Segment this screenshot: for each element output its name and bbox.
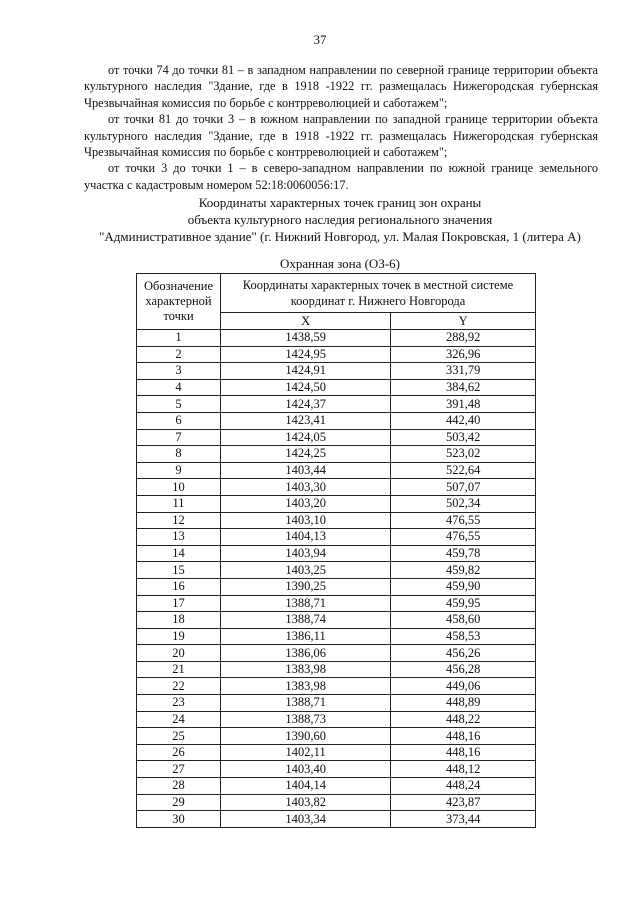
cell-point: 21	[137, 661, 221, 678]
coordinates-table-body	[137, 330, 536, 828]
cell-x: 1403,82	[221, 794, 391, 811]
header-x: X	[221, 313, 391, 330]
cell-x: 1403,20	[221, 495, 391, 512]
table-row	[137, 379, 536, 396]
cell-point: 12	[137, 512, 221, 529]
cell-x: 1424,50	[221, 379, 391, 396]
cell-x: 1390,60	[221, 728, 391, 745]
table-row	[137, 661, 536, 678]
cell-y: 459,95	[391, 595, 536, 612]
table-row	[137, 678, 536, 695]
cell-y: 448,16	[391, 728, 536, 745]
table-row	[137, 495, 536, 512]
cell-y: 423,87	[391, 794, 536, 811]
cell-x: 1383,98	[221, 678, 391, 695]
cell-point: 3	[137, 363, 221, 380]
cell-x: 1404,13	[221, 529, 391, 546]
cell-y: 507,07	[391, 479, 536, 496]
cell-y: 448,24	[391, 778, 536, 795]
cell-point: 24	[137, 711, 221, 728]
header-coordinates: Координаты характерных точек в местной системе координат г. Нижнего Новгорода	[221, 274, 536, 313]
cell-point: 27	[137, 761, 221, 778]
table-row	[137, 562, 536, 579]
paragraph-3-1: от точки 3 до точки 1 – в северо-западном направлении по южной границе земельного участка с кадастровым номером 52:18:0060056:17.	[84, 161, 598, 192]
cell-y: 502,34	[391, 495, 536, 512]
cell-y: 503,42	[391, 429, 536, 446]
cell-y: 288,92	[391, 330, 536, 347]
cell-y: 522,64	[391, 462, 536, 479]
cell-point: 26	[137, 744, 221, 761]
cell-x: 1424,05	[221, 429, 391, 446]
section-title	[60, 194, 620, 245]
cell-x: 1424,91	[221, 363, 391, 380]
cell-point: 9	[137, 462, 221, 479]
paragraph-74-81: от точки 74 до точки 81 – в западном направлении по северной границе территории объекта культурного наследия "Здание, где в 1918 -1922 гг. размещалась Нижегородская губернская Чрезвычайная комиссия по борьбе с контрреволюцией и саботажем";	[84, 63, 598, 110]
paragraph-81-3: от точки 81 до точки 3 – в южном направлении по западной границе территории объекта культурного наследия "Здание, где в 1918 -1922 гг. размещалась Нижегородская губернская Чрезвычайная комиссия по борьбе с контрреволюцией и саботажем";	[84, 112, 598, 160]
section-title-line-1: Координаты характерных точек границ зон охраны	[198, 195, 482, 210]
cell-point: 17	[137, 595, 221, 612]
zone-label: Охранная зона (ОЗ-6)	[280, 256, 400, 271]
cell-x: 1402,11	[221, 744, 391, 761]
table-row	[137, 778, 536, 795]
cell-y: 458,53	[391, 628, 536, 645]
cell-y: 448,16	[391, 744, 536, 761]
coordinates-table	[136, 273, 536, 828]
cell-y: 476,55	[391, 529, 536, 546]
cell-point: 2	[137, 346, 221, 363]
cell-point: 25	[137, 728, 221, 745]
table-row	[137, 479, 536, 496]
cell-y: 326,96	[391, 346, 536, 363]
cell-y: 476,55	[391, 512, 536, 529]
cell-y: 523,02	[391, 446, 536, 463]
cell-x: 1424,37	[221, 396, 391, 413]
table-row	[137, 462, 536, 479]
cell-y: 448,22	[391, 711, 536, 728]
table-row	[137, 446, 536, 463]
table-row	[137, 744, 536, 761]
table-row	[137, 628, 536, 645]
section-title-line-2: объекта культурного наследия регионального значения	[187, 212, 493, 227]
cell-point: 14	[137, 545, 221, 562]
cell-point: 16	[137, 578, 221, 595]
cell-point: 13	[137, 529, 221, 546]
page-number: 37	[313, 32, 327, 47]
table-row	[137, 695, 536, 712]
table-row	[137, 711, 536, 728]
cell-x: 1388,74	[221, 612, 391, 629]
cell-x: 1403,30	[221, 479, 391, 496]
table-row	[137, 529, 536, 546]
cell-x: 1386,06	[221, 645, 391, 662]
table-row	[137, 761, 536, 778]
cell-point: 20	[137, 645, 221, 662]
cell-y: 456,26	[391, 645, 536, 662]
section-title-line-3: "Административное здание" (г. Нижний Новгород, ул. Малая Покровская, 1 (литера А)	[99, 229, 581, 244]
table-row	[137, 396, 536, 413]
cell-x: 1403,25	[221, 562, 391, 579]
cell-x: 1388,71	[221, 695, 391, 712]
cell-x: 1403,40	[221, 761, 391, 778]
cell-y: 456,28	[391, 661, 536, 678]
table-row	[137, 595, 536, 612]
table-row	[137, 429, 536, 446]
cell-x: 1388,73	[221, 711, 391, 728]
cell-point: 19	[137, 628, 221, 645]
cell-x: 1404,14	[221, 778, 391, 795]
cell-y: 459,78	[391, 545, 536, 562]
cell-y: 448,89	[391, 695, 536, 712]
cell-point: 29	[137, 794, 221, 811]
cell-y: 459,90	[391, 578, 536, 595]
cell-x: 1403,10	[221, 512, 391, 529]
cell-y: 331,79	[391, 363, 536, 380]
cell-point: 5	[137, 396, 221, 413]
table-row	[137, 330, 536, 347]
cell-y: 458,60	[391, 612, 536, 629]
cell-point: 7	[137, 429, 221, 446]
cell-point: 22	[137, 678, 221, 695]
cell-y: 448,12	[391, 761, 536, 778]
cell-point: 8	[137, 446, 221, 463]
cell-point: 10	[137, 479, 221, 496]
table-row	[137, 512, 536, 529]
cell-y: 384,62	[391, 379, 536, 396]
cell-point: 6	[137, 412, 221, 429]
table-row	[137, 645, 536, 662]
cell-y: 449,06	[391, 678, 536, 695]
cell-x: 1424,25	[221, 446, 391, 463]
table-row	[137, 346, 536, 363]
header-y: Y	[391, 313, 536, 330]
cell-x: 1403,94	[221, 545, 391, 562]
table-row	[137, 545, 536, 562]
cell-point: 28	[137, 778, 221, 795]
table-row	[137, 612, 536, 629]
cell-y: 442,40	[391, 412, 536, 429]
table-row	[137, 363, 536, 380]
cell-point: 4	[137, 379, 221, 396]
cell-point: 15	[137, 562, 221, 579]
cell-x: 1386,11	[221, 628, 391, 645]
table-row	[137, 794, 536, 811]
body-text	[84, 62, 598, 193]
cell-point: 18	[137, 612, 221, 629]
cell-x: 1403,34	[221, 811, 391, 828]
table-row	[137, 728, 536, 745]
cell-x: 1390,25	[221, 578, 391, 595]
cell-x: 1403,44	[221, 462, 391, 479]
header-point: Обозначение характерной точки	[137, 274, 221, 330]
cell-x: 1423,41	[221, 412, 391, 429]
cell-point: 11	[137, 495, 221, 512]
cell-x: 1438,59	[221, 330, 391, 347]
table-row	[137, 578, 536, 595]
cell-point: 30	[137, 811, 221, 828]
cell-point: 1	[137, 330, 221, 347]
cell-x: 1388,71	[221, 595, 391, 612]
table-row	[137, 412, 536, 429]
cell-x: 1424,95	[221, 346, 391, 363]
cell-y: 373,44	[391, 811, 536, 828]
cell-point: 23	[137, 695, 221, 712]
cell-y: 459,82	[391, 562, 536, 579]
cell-y: 391,48	[391, 396, 536, 413]
table-row	[137, 811, 536, 828]
cell-x: 1383,98	[221, 661, 391, 678]
